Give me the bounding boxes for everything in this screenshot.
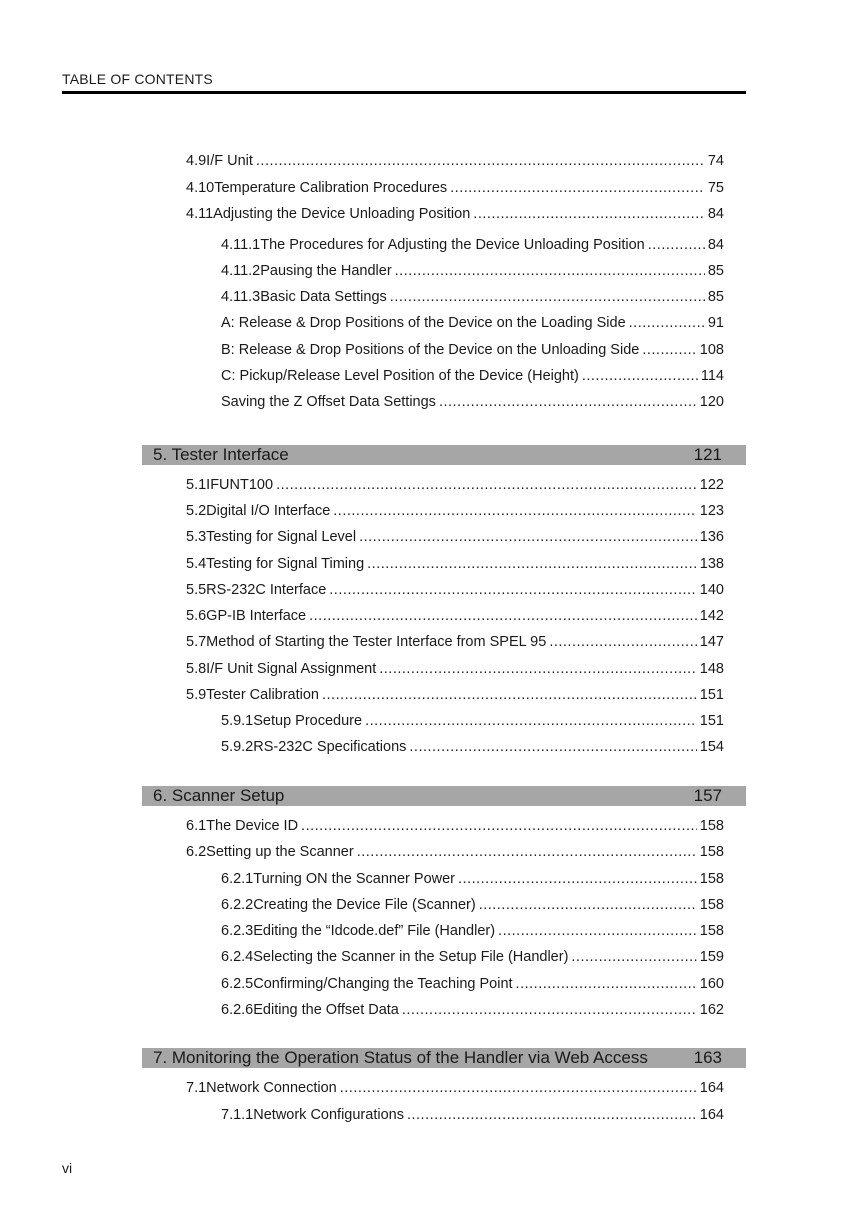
toc-number: 6.2.5 xyxy=(221,976,254,992)
chapter-title: 5. Tester Interface xyxy=(153,445,289,464)
toc-title: Setup Procedure xyxy=(253,713,363,729)
toc-title: B: Release & Drop Positions of the Device on the Unloading Side xyxy=(221,342,640,358)
toc-entry[interactable] xyxy=(221,869,724,889)
chapter-title: 7. Monitoring the Operation Status of the Handler via Web Access xyxy=(153,1048,648,1067)
toc-title: Pausing the Handler xyxy=(260,263,392,279)
toc-number: 4.11.2 xyxy=(221,263,261,279)
chapter-page: 121 xyxy=(693,445,722,464)
toc-entry[interactable] xyxy=(186,580,724,600)
toc-title: Editing the “Idcode.def” File (Handler) xyxy=(253,923,496,939)
toc-page: 159 xyxy=(699,949,724,965)
toc-entry[interactable] xyxy=(186,1078,724,1098)
toc-page: 164 xyxy=(699,1080,724,1096)
chapter-page: 157 xyxy=(693,786,722,805)
toc-title: Saving the Z Offset Data Settings xyxy=(221,394,436,410)
toc-leader xyxy=(498,921,697,941)
toc-leader xyxy=(571,947,696,967)
toc-title: C: Pickup/Release Level Position of the Device (Height) xyxy=(221,368,579,384)
toc-number: 6.1 xyxy=(186,818,207,834)
toc-leader xyxy=(357,842,697,862)
toc-leader xyxy=(407,1105,697,1125)
toc-entry[interactable] xyxy=(186,842,724,862)
toc-entry[interactable] xyxy=(186,501,724,521)
toc-number: 4.10 xyxy=(186,180,215,196)
toc-entry[interactable] xyxy=(221,366,724,386)
toc-number: 5.5 xyxy=(186,582,207,598)
toc-leader xyxy=(549,632,696,652)
toc-leader xyxy=(439,392,697,412)
toc-number: 5.9.2 xyxy=(221,739,254,755)
toc-number: 7.1 xyxy=(186,1080,207,1096)
toc-page: 148 xyxy=(699,661,724,677)
toc-title: The Procedures for Adjusting the Device Unloading Position xyxy=(260,237,645,253)
toc-entry[interactable] xyxy=(221,340,724,360)
toc-leader xyxy=(629,313,705,333)
toc-title: Creating the Device File (Scanner) xyxy=(253,897,476,913)
toc-page: 75 xyxy=(707,180,724,196)
toc-page: 138 xyxy=(699,556,724,572)
toc-entry[interactable] xyxy=(186,527,724,547)
toc-page: 142 xyxy=(699,608,724,624)
toc-title: RS-232C Interface xyxy=(206,582,327,598)
toc-page: 158 xyxy=(699,844,724,860)
toc-page: 158 xyxy=(699,923,724,939)
toc-entry[interactable] xyxy=(186,151,724,171)
toc-leader xyxy=(379,659,697,679)
chapter-heading-7[interactable] xyxy=(142,1048,746,1068)
toc-page: 158 xyxy=(699,897,724,913)
toc-page: 147 xyxy=(699,634,724,650)
toc-leader xyxy=(402,1000,697,1020)
chapter-heading-5[interactable] xyxy=(142,445,746,465)
toc-number: 5.1 xyxy=(186,477,207,493)
toc-leader xyxy=(256,151,705,171)
toc-page: 154 xyxy=(699,739,724,755)
chapter-heading-6[interactable] xyxy=(142,786,746,806)
toc-entry[interactable] xyxy=(221,974,724,994)
toc-entry[interactable] xyxy=(221,261,724,281)
toc-number: 4.11.1 xyxy=(221,237,261,253)
toc-page: 74 xyxy=(707,153,724,169)
toc-leader xyxy=(450,178,705,198)
toc-leader xyxy=(473,204,705,224)
chapter-title: 6. Scanner Setup xyxy=(153,786,285,805)
toc-entry[interactable] xyxy=(186,204,724,224)
page-number: vi xyxy=(62,1160,73,1176)
toc-leader xyxy=(458,869,697,889)
toc-leader xyxy=(365,711,697,731)
toc-entry[interactable] xyxy=(221,737,724,757)
toc-number: 4.9 xyxy=(186,153,207,169)
toc-leader xyxy=(322,685,697,705)
toc-title: Network Configurations xyxy=(253,1107,404,1123)
toc-title: IFUNT100 xyxy=(206,477,274,493)
toc-entry[interactable] xyxy=(221,287,724,307)
toc-leader xyxy=(276,475,697,495)
toc-page: 164 xyxy=(699,1107,724,1123)
toc-title: Testing for Signal Timing xyxy=(206,556,365,572)
toc-entry[interactable] xyxy=(221,313,724,333)
toc-title: A: Release & Drop Positions of the Device on the Loading Side xyxy=(221,315,626,331)
toc-page: 136 xyxy=(699,529,724,545)
toc-number: 6.2.4 xyxy=(221,949,254,965)
toc-title: Basic Data Settings xyxy=(260,289,387,305)
toc-leader xyxy=(582,366,698,386)
toc-entry[interactable] xyxy=(221,1000,724,1020)
toc-page: 158 xyxy=(699,818,724,834)
toc-title: Method of Starting the Tester Interface from SPEL 95 xyxy=(206,634,547,650)
toc-leader xyxy=(648,235,705,255)
toc-leader xyxy=(359,527,697,547)
toc-page: 120 xyxy=(699,394,724,410)
toc-leader xyxy=(642,340,696,360)
toc-title: RS-232C Specifications xyxy=(253,739,407,755)
toc-leader xyxy=(390,287,705,307)
toc-entry[interactable] xyxy=(221,392,724,412)
toc-leader xyxy=(516,974,697,994)
toc-number: 6.2.2 xyxy=(221,897,254,913)
toc-page: 151 xyxy=(699,687,724,703)
toc-leader xyxy=(367,554,697,574)
toc-entry[interactable] xyxy=(221,921,724,941)
toc-number: 5.2 xyxy=(186,503,207,519)
toc-entry[interactable] xyxy=(186,816,724,836)
toc-page: 85 xyxy=(707,289,724,305)
toc-entry[interactable] xyxy=(186,475,724,495)
toc-entry[interactable] xyxy=(221,235,724,255)
toc-page: 114 xyxy=(700,368,724,384)
toc-number: 5.8 xyxy=(186,661,207,677)
toc-page: 158 xyxy=(699,871,724,887)
toc-page: 151 xyxy=(699,713,724,729)
toc-page: 84 xyxy=(707,237,724,253)
toc-number: 5.3 xyxy=(186,529,207,545)
toc-leader xyxy=(340,1078,697,1098)
toc-number: 6.2.6 xyxy=(221,1002,254,1018)
toc-leader xyxy=(309,606,697,626)
toc-entry[interactable] xyxy=(221,1105,724,1125)
toc-leader xyxy=(333,501,697,521)
toc-entry[interactable] xyxy=(186,685,724,705)
toc-title: I/F Unit Signal Assignment xyxy=(206,661,377,677)
toc-number: 7.1.1 xyxy=(221,1107,254,1123)
toc-title: Setting up the Scanner xyxy=(206,844,354,860)
toc-number: 4.11.3 xyxy=(221,289,261,305)
toc-page: 162 xyxy=(699,1002,724,1018)
toc-title: GP-IB Interface xyxy=(206,608,307,624)
toc-title: Confirming/Changing the Teaching Point xyxy=(253,976,513,992)
toc-entry[interactable] xyxy=(186,606,724,626)
chapter-page: 163 xyxy=(693,1048,722,1067)
toc-leader xyxy=(395,261,705,281)
toc-entry[interactable] xyxy=(186,554,724,574)
toc-leader xyxy=(409,737,696,757)
toc-title: Digital I/O Interface xyxy=(206,503,331,519)
toc-title: Selecting the Scanner in the Setup File (Handler) xyxy=(253,949,569,965)
toc-title: I/F Unit xyxy=(206,153,253,169)
toc-page: 85 xyxy=(707,263,724,279)
toc-title: The Device ID xyxy=(206,818,299,834)
toc-title: Testing for Signal Level xyxy=(206,529,357,545)
toc-page: 84 xyxy=(707,206,724,222)
toc-page: 123 xyxy=(699,503,724,519)
toc-entry[interactable] xyxy=(186,178,724,198)
toc-number: 5.6 xyxy=(186,608,207,624)
toc-page: 108 xyxy=(699,342,724,358)
toc-number: 6.2.3 xyxy=(221,923,254,939)
toc-leader xyxy=(479,895,697,915)
toc-title: Adjusting the Device Unloading Position xyxy=(213,206,471,222)
toc-title: Network Connection xyxy=(206,1080,337,1096)
toc-number: 5.7 xyxy=(186,634,207,650)
toc-entry[interactable] xyxy=(221,895,724,915)
toc-entry[interactable] xyxy=(186,659,724,679)
toc-leader xyxy=(301,816,697,836)
header-title: TABLE OF CONTENTS xyxy=(62,71,213,87)
toc-title: Editing the Offset Data xyxy=(253,1002,399,1018)
toc-title: Tester Calibration xyxy=(206,687,319,703)
toc-page: 160 xyxy=(699,976,724,992)
toc-entry[interactable] xyxy=(221,711,724,731)
toc-entry[interactable] xyxy=(221,947,724,967)
toc-number: 5.4 xyxy=(186,556,207,572)
toc-number: 5.9.1 xyxy=(221,713,254,729)
header-rule xyxy=(62,91,746,94)
toc-number: 5.9 xyxy=(186,687,207,703)
toc-title: Turning ON the Scanner Power xyxy=(253,871,456,887)
toc-number: 6.2.1 xyxy=(221,871,254,887)
toc-page: 91 xyxy=(707,315,724,331)
toc-entry[interactable] xyxy=(186,632,724,652)
toc-number: 6.2 xyxy=(186,844,207,860)
toc-leader xyxy=(329,580,697,600)
toc-page: 140 xyxy=(699,582,724,598)
toc-number: 4.11 xyxy=(186,206,214,222)
toc-page: 122 xyxy=(699,477,724,493)
toc-title: Temperature Calibration Procedures xyxy=(214,180,448,196)
